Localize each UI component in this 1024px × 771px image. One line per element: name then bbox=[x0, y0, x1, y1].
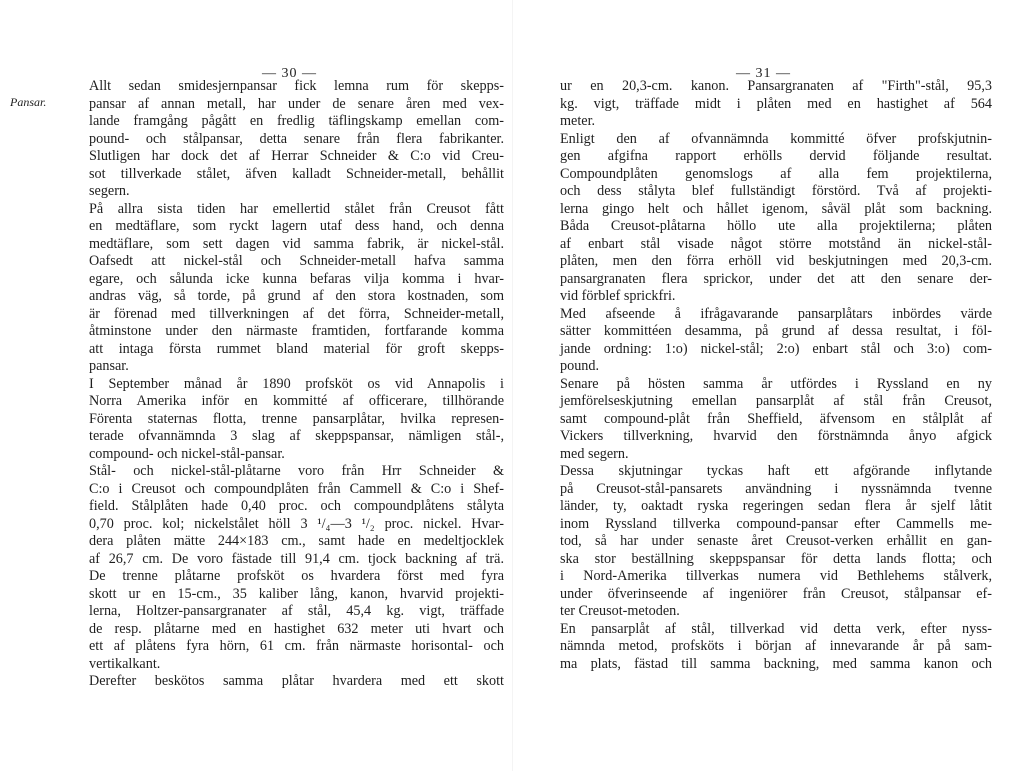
text-line: pansargranaten flera sprickor, under det att den senare der- bbox=[560, 270, 992, 287]
page-number: — 31 — bbox=[736, 66, 791, 81]
margin-note: Pansar. bbox=[10, 95, 47, 109]
text-line: vid förblef sprickfri. bbox=[560, 288, 676, 304]
text-line: De trenne plåtarne profsköt os hvardera först med fyra bbox=[89, 568, 504, 584]
text-line: dera plåten mätte 244×183 cm., samt hade en medeltjocklek bbox=[89, 533, 504, 549]
text-line: under öfverinseende af ingeniörer från Creusot, stålpansar ef- bbox=[560, 585, 992, 602]
text-line: compound- och nickel-stål-pansar. bbox=[89, 445, 285, 462]
text-line: länder, ty, oaktadt ryska regeringen sedan flera år sjelf låtit bbox=[560, 498, 992, 514]
text-line: Båda Creusot-plåtarna höllo ute alla projektilerna; plåten bbox=[560, 218, 992, 234]
text-line: terade ofvannämnda 3 slag af skeppspansar, nämligen stål-, bbox=[89, 428, 504, 444]
text-line: Förenta staternas flotta, trenne pansarplåtar, hvilka represen- bbox=[89, 410, 504, 427]
text-line: C:o i Creusot och compoundplåten från Cammell & C:o i Shef- bbox=[89, 480, 504, 497]
text-line: på Creusot-stål-pansarets användning i nyssnämnda tvenne bbox=[560, 480, 992, 497]
text-line: med segern. bbox=[560, 445, 629, 462]
text-line: Oafsedt att nickel-stål och Schneider-metall hafva samma bbox=[89, 253, 504, 269]
text-line: samt compound-plåt från Sheffield, äfvensom en stålplåt af bbox=[560, 410, 992, 427]
text-line: Dessa skjutningar tyckas haft ett afgörande inflytande bbox=[560, 463, 992, 479]
text-line: tod, så har under senaste året Creusot-verken erhållit en gan- bbox=[560, 533, 992, 549]
text-line: lande framgång pågått en fredlig täflingskamp emellan com- bbox=[89, 113, 504, 129]
text-line: ska stor beställning skeppspansar för detta lands flotta; och bbox=[560, 550, 992, 567]
text-line: ett af plåtens fyra hörn, 61 cm. från närmaste horisontal- och bbox=[89, 638, 504, 654]
text-line: field. Stålplåten hade 0,40 proc. och compoundplåtens stålyta bbox=[89, 498, 504, 514]
text-line: af 26,7 cm. De voro fästade till 91,4 cm. tjock backning af trä. bbox=[89, 550, 504, 567]
text-line: i Nord-Amerika tillverkas numera vid Bethlehems stålverk, bbox=[560, 568, 992, 584]
text-line: plåten, men den förra erhöll vid beskjutningen med 20,3-cm. bbox=[560, 253, 992, 269]
text-line: åtminstone under den närmaste framtiden, fortfarande komma bbox=[89, 323, 504, 339]
text-line: medtäflare, som sett dagen vid samma fabrik, är nickel-stål. bbox=[89, 235, 504, 252]
text-line: de resp. plåtarne med en hastighet 632 meter uti hvart och bbox=[89, 620, 504, 637]
text-line: 0,70 proc. kol; nickelstålet höll 3 ¹/₄—3 ¹/₂ proc. nickel. Hvar- bbox=[89, 515, 504, 532]
text-line: af enbart stål visade något större motstånd än nickel-stål- bbox=[560, 235, 992, 252]
text-line: pansar af annan metall, har under de senare åren med vex- bbox=[89, 95, 504, 112]
left-page-text bbox=[89, 78, 504, 691]
text-line: Vickers tillverkning, hvarvid den förstnämnda ånyo afgick bbox=[560, 428, 992, 444]
text-line: ur en 20,3-cm. kanon. Pansargranaten af "Firth"-stål, 95,3 bbox=[560, 78, 992, 94]
text-line: Senare på hösten samma år utfördes i Ryssland en ny bbox=[560, 375, 992, 392]
text-line: sot tillverkade stålet, äfven kalladt Schneider-metall, behållit bbox=[89, 165, 504, 182]
text-line: pound- och stålpansar, detta senare från flera fabrikanter. bbox=[89, 130, 504, 147]
text-line: pound. bbox=[560, 358, 600, 374]
text-line: gen afgifna rapport erhölls dervid följande resultat. bbox=[560, 148, 992, 164]
right-page bbox=[512, 0, 1024, 771]
text-line: På allra sista tiden har emellertid stålet från Creusot fått bbox=[89, 200, 504, 217]
text-line: En pansarplåt af stål, tillverkad vid detta verk, efter nyss- bbox=[560, 620, 992, 637]
text-line: nämnda metod, profsköts i början af innevarande år på sam- bbox=[560, 638, 992, 654]
text-line: Derefter beskötos samma plåtar hvardera med ett skott bbox=[89, 673, 504, 689]
text-line: Slutligen har dock det af Herrar Schneider & C:o vid Creu- bbox=[89, 148, 504, 164]
page-number: — 30 — bbox=[262, 66, 317, 81]
text-line: Enligt den af ofvannämnda kommitté öfver profskjutnin- bbox=[560, 130, 992, 147]
text-line: ter Creusot-metoden. bbox=[560, 603, 680, 619]
text-line: sätter kommittéen desamma, på grund af dessa resultat, i föl- bbox=[560, 323, 992, 339]
text-line: kg. vigt, träffade midt i plåten med en hastighet af 564 bbox=[560, 95, 992, 112]
text-line: jande ordning: 1:o) nickel-stål; 2:o) enbart stål och 3:o) com- bbox=[560, 340, 992, 357]
text-line: egare, och sålunda icke kunna befaras vilja komma i hvar- bbox=[89, 270, 504, 287]
text-line: lerna, Holtzer-pansargranater af stål, 45,4 kg. vigt, träffade bbox=[89, 603, 504, 619]
text-line: skott ur en 15-cm., 35 kaliber lång, kanon, hvarvid projekti- bbox=[89, 585, 504, 602]
text-line: andras väg, så torde, på grund af den stora kostnaden, som bbox=[89, 288, 504, 304]
text-line: Compoundplåten genomslogs af alla fem projektilerna, bbox=[560, 165, 992, 182]
text-line: Med afseende å ifrågavarande pansarplåtars inbördes värde bbox=[560, 305, 992, 322]
text-line: är förenad med tillverkningen af det förra, Schneider-metall, bbox=[89, 305, 504, 322]
text-line: Norra Amerika inför en kommitté af officerare, tillhörande bbox=[89, 393, 504, 409]
text-line: inom Ryssland tillverka compound-pansar efter Cammells me- bbox=[560, 515, 992, 532]
text-line: I September månad år 1890 profsköt os vid Annapolis i bbox=[89, 375, 504, 392]
right-page-text bbox=[560, 78, 992, 673]
text-line: en medtäflare, som ryckt lagern utaf dess hand, och denna bbox=[89, 218, 504, 234]
text-line: Stål- och nickel-stål-plåtarne voro från Hrr Schneider & bbox=[89, 463, 504, 479]
text-line: att intaga första rummet bland material för groft skepps- bbox=[89, 340, 504, 357]
text-line: vertikalkant. bbox=[89, 655, 161, 672]
text-line: pansar. bbox=[89, 358, 129, 374]
text-line: jemförelseskjutning emellan pansarplåt af stål från Creusot, bbox=[560, 393, 992, 409]
text-line: lerna gingo helt och hållet igenom, såväl plåt som backning. bbox=[560, 200, 992, 217]
text-line: segern. bbox=[89, 183, 130, 199]
text-line: Allt sedan smidesjernpansar fick lemna rum för skepps- bbox=[89, 78, 504, 94]
text-line: ma plats, fästad till samma backning, med samma kanon och bbox=[560, 655, 992, 672]
text-line: och dess stålyta blef fullständigt förstörd. Två af projekti- bbox=[560, 183, 992, 199]
text-line: meter. bbox=[560, 113, 596, 129]
